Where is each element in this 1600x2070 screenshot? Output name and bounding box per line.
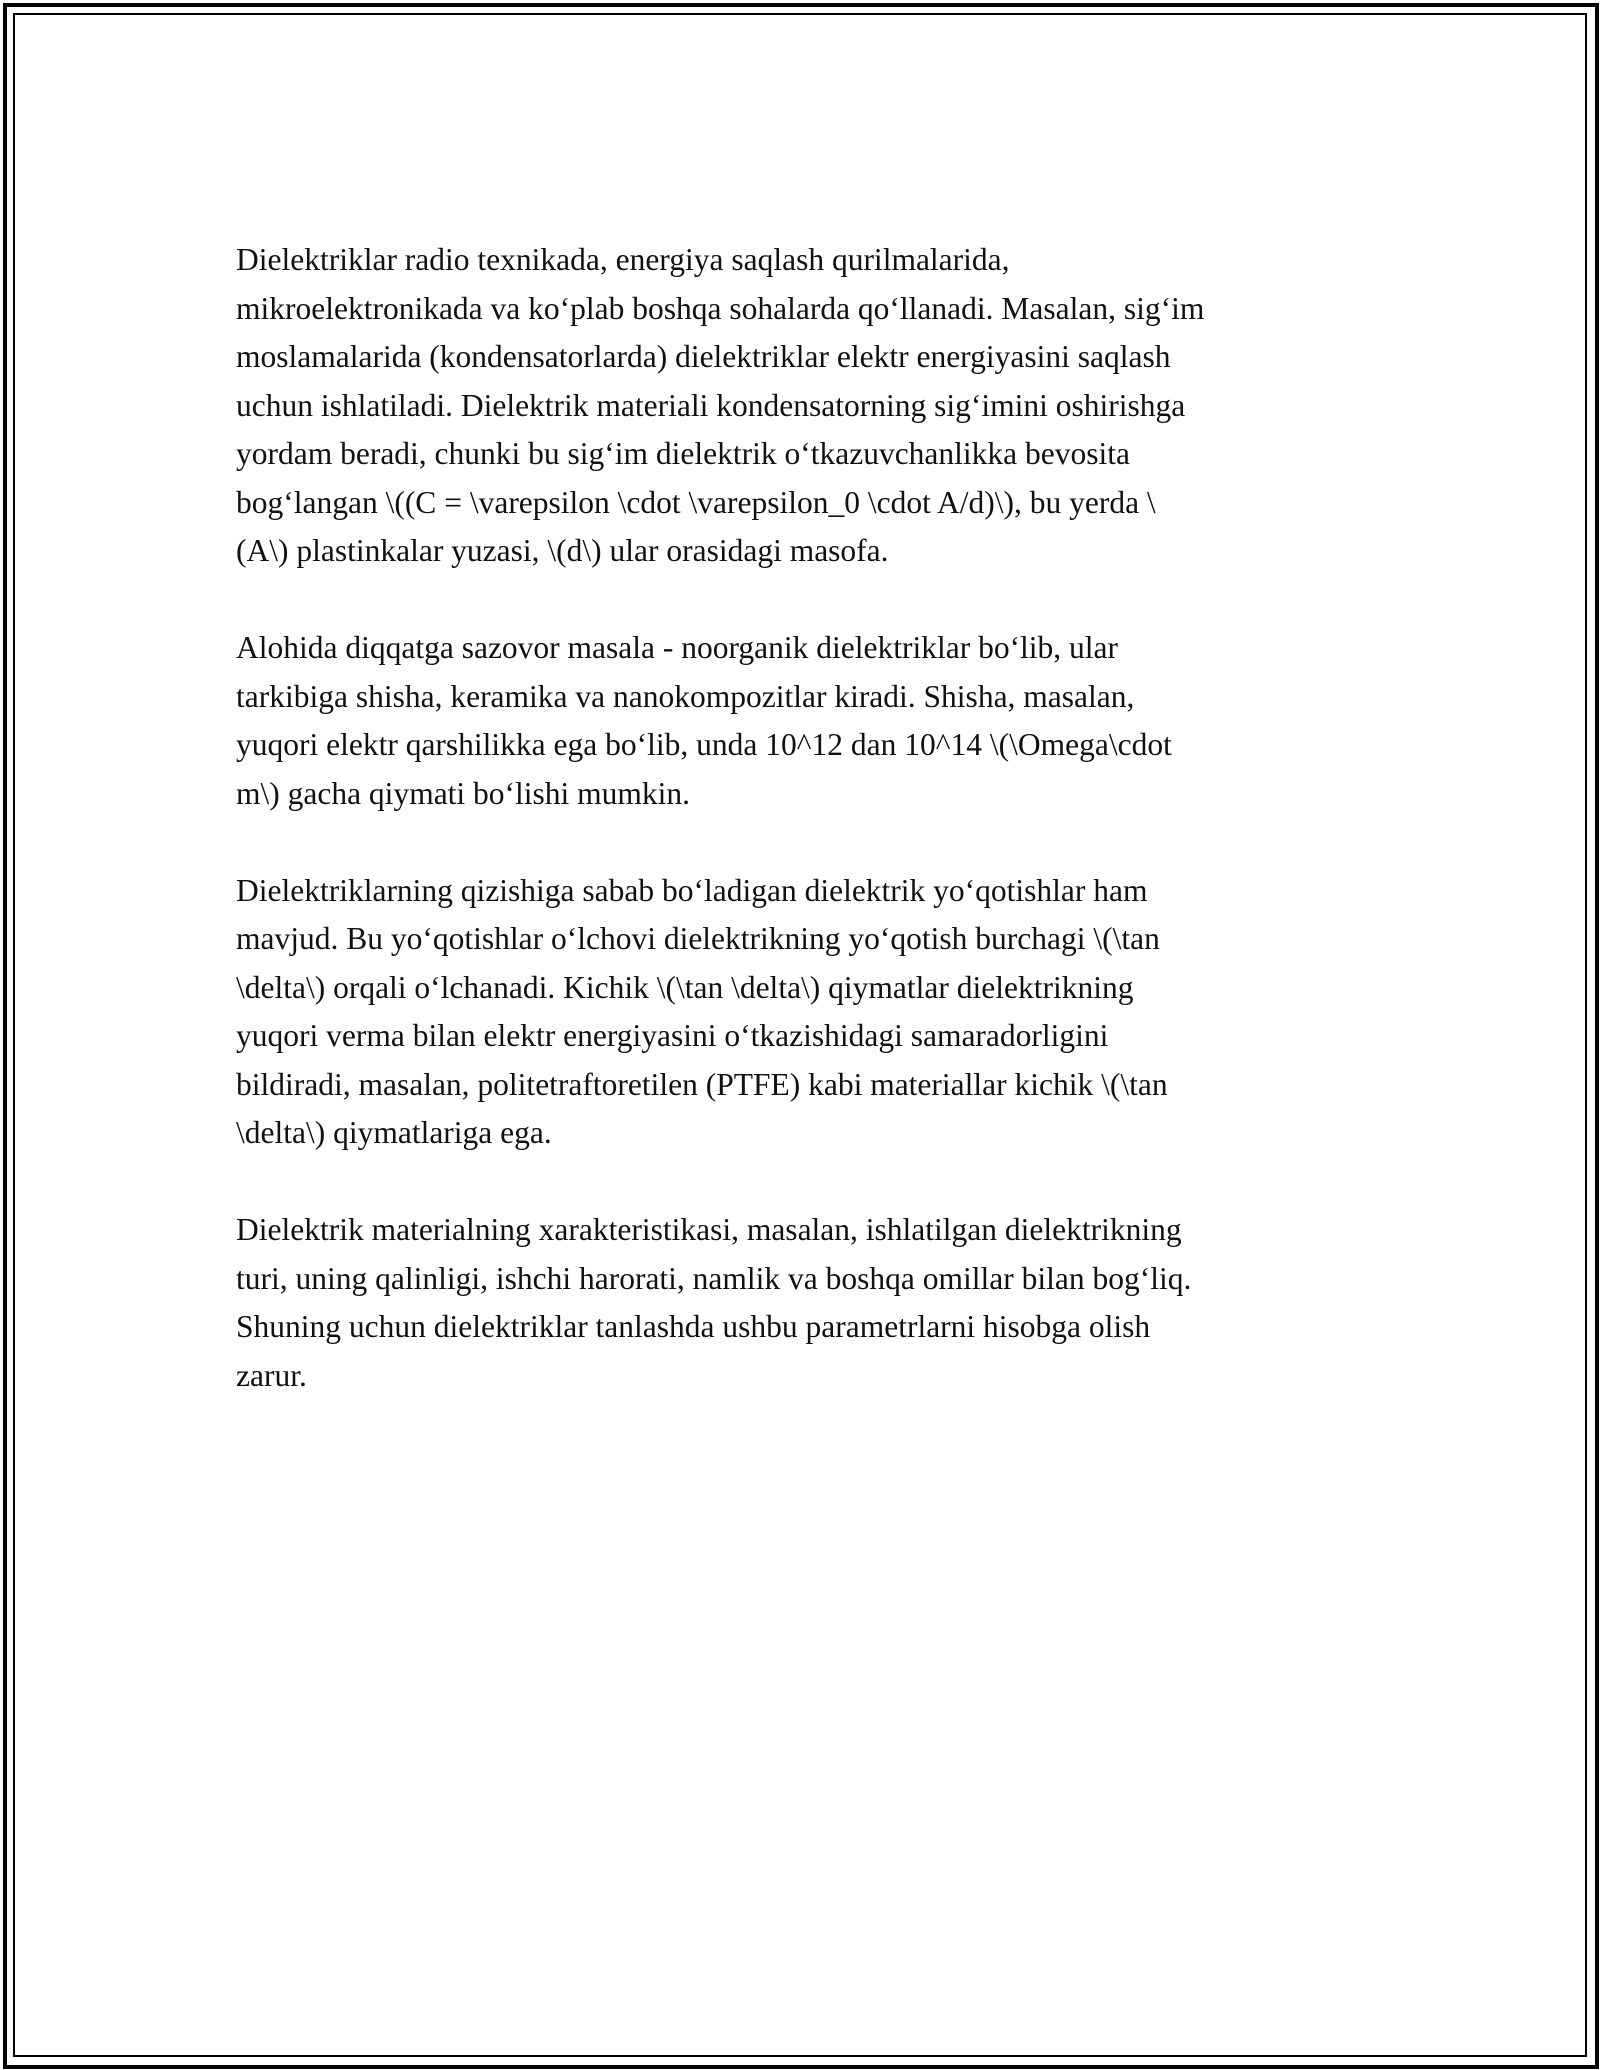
paragraph-capacitor-dielectrics: Dielektriklar radio texnikada, energiya saqlash qurilmalarida, mikroelektronikada va ko‘plab boshqa sohalarda qo‘llanadi. Masalan, sig‘im moslamalarida (kondensatorlarda) dielektriklar elektr energiyasini saqlash uchun ishlatiladi. Dielektrik materiali kondensatorning sig‘imini oshirishga yordam beradi, chunki bu sig‘im dielektrik o‘tkazuvchanlikka bevosita bog‘langan \((C = \varepsilon \cdot \varepsilon_0 \cdot A/d)\), bu yerda \ (A\) plastinkalar yuzasi, \(d\) ular orasidagi masofa. bbox=[236, 242, 1205, 568]
paragraph-inorganic-dielectrics: Alohida diqqatga sazovor masala - noorganik dielektriklar bo‘lib, ular tarkibiga shisha, keramika va nanokompozitlar kiradi. Shisha, masalan, yuqori elektr qarshilikka ega bo‘lib, unda 10^12 dan 10^14 \(\Omega\cdot m\) gacha qiymati bo‘lishi mumkin. bbox=[236, 630, 1172, 811]
document-body bbox=[236, 236, 1386, 1449]
paragraph-material-characteristics: Dielektrik materialning xarakteristikasi, masalan, ishlatilgan dielektrikning turi, uning qalinligi, ishchi harorati, namlik va boshqa omillar bilan bog‘liq. Shuning uchun dielektriklar tanlashda ushbu parametrlarni hisobga olish zarur. bbox=[236, 1212, 1192, 1393]
paragraph-dielectric-losses: Dielektriklarning qizishiga sabab bo‘ladigan dielektrik yo‘qotishlar ham mavjud. Bu yo‘qotishlar o‘lchovi dielektrikning yo‘qotish burchagi \(\tan \delta\) orqali o‘lchanadi. Kichik \(\tan \delta\) qiymatlar dielektrikning yuqori verma bilan elektr energiyasini o‘tkazishidagi samaradorligini bildiradi, masalan, politetraftoretilen (PTFE) kabi materiallar kichik \(\tan \delta\) qiymatlariga ega. bbox=[236, 872, 1168, 1150]
